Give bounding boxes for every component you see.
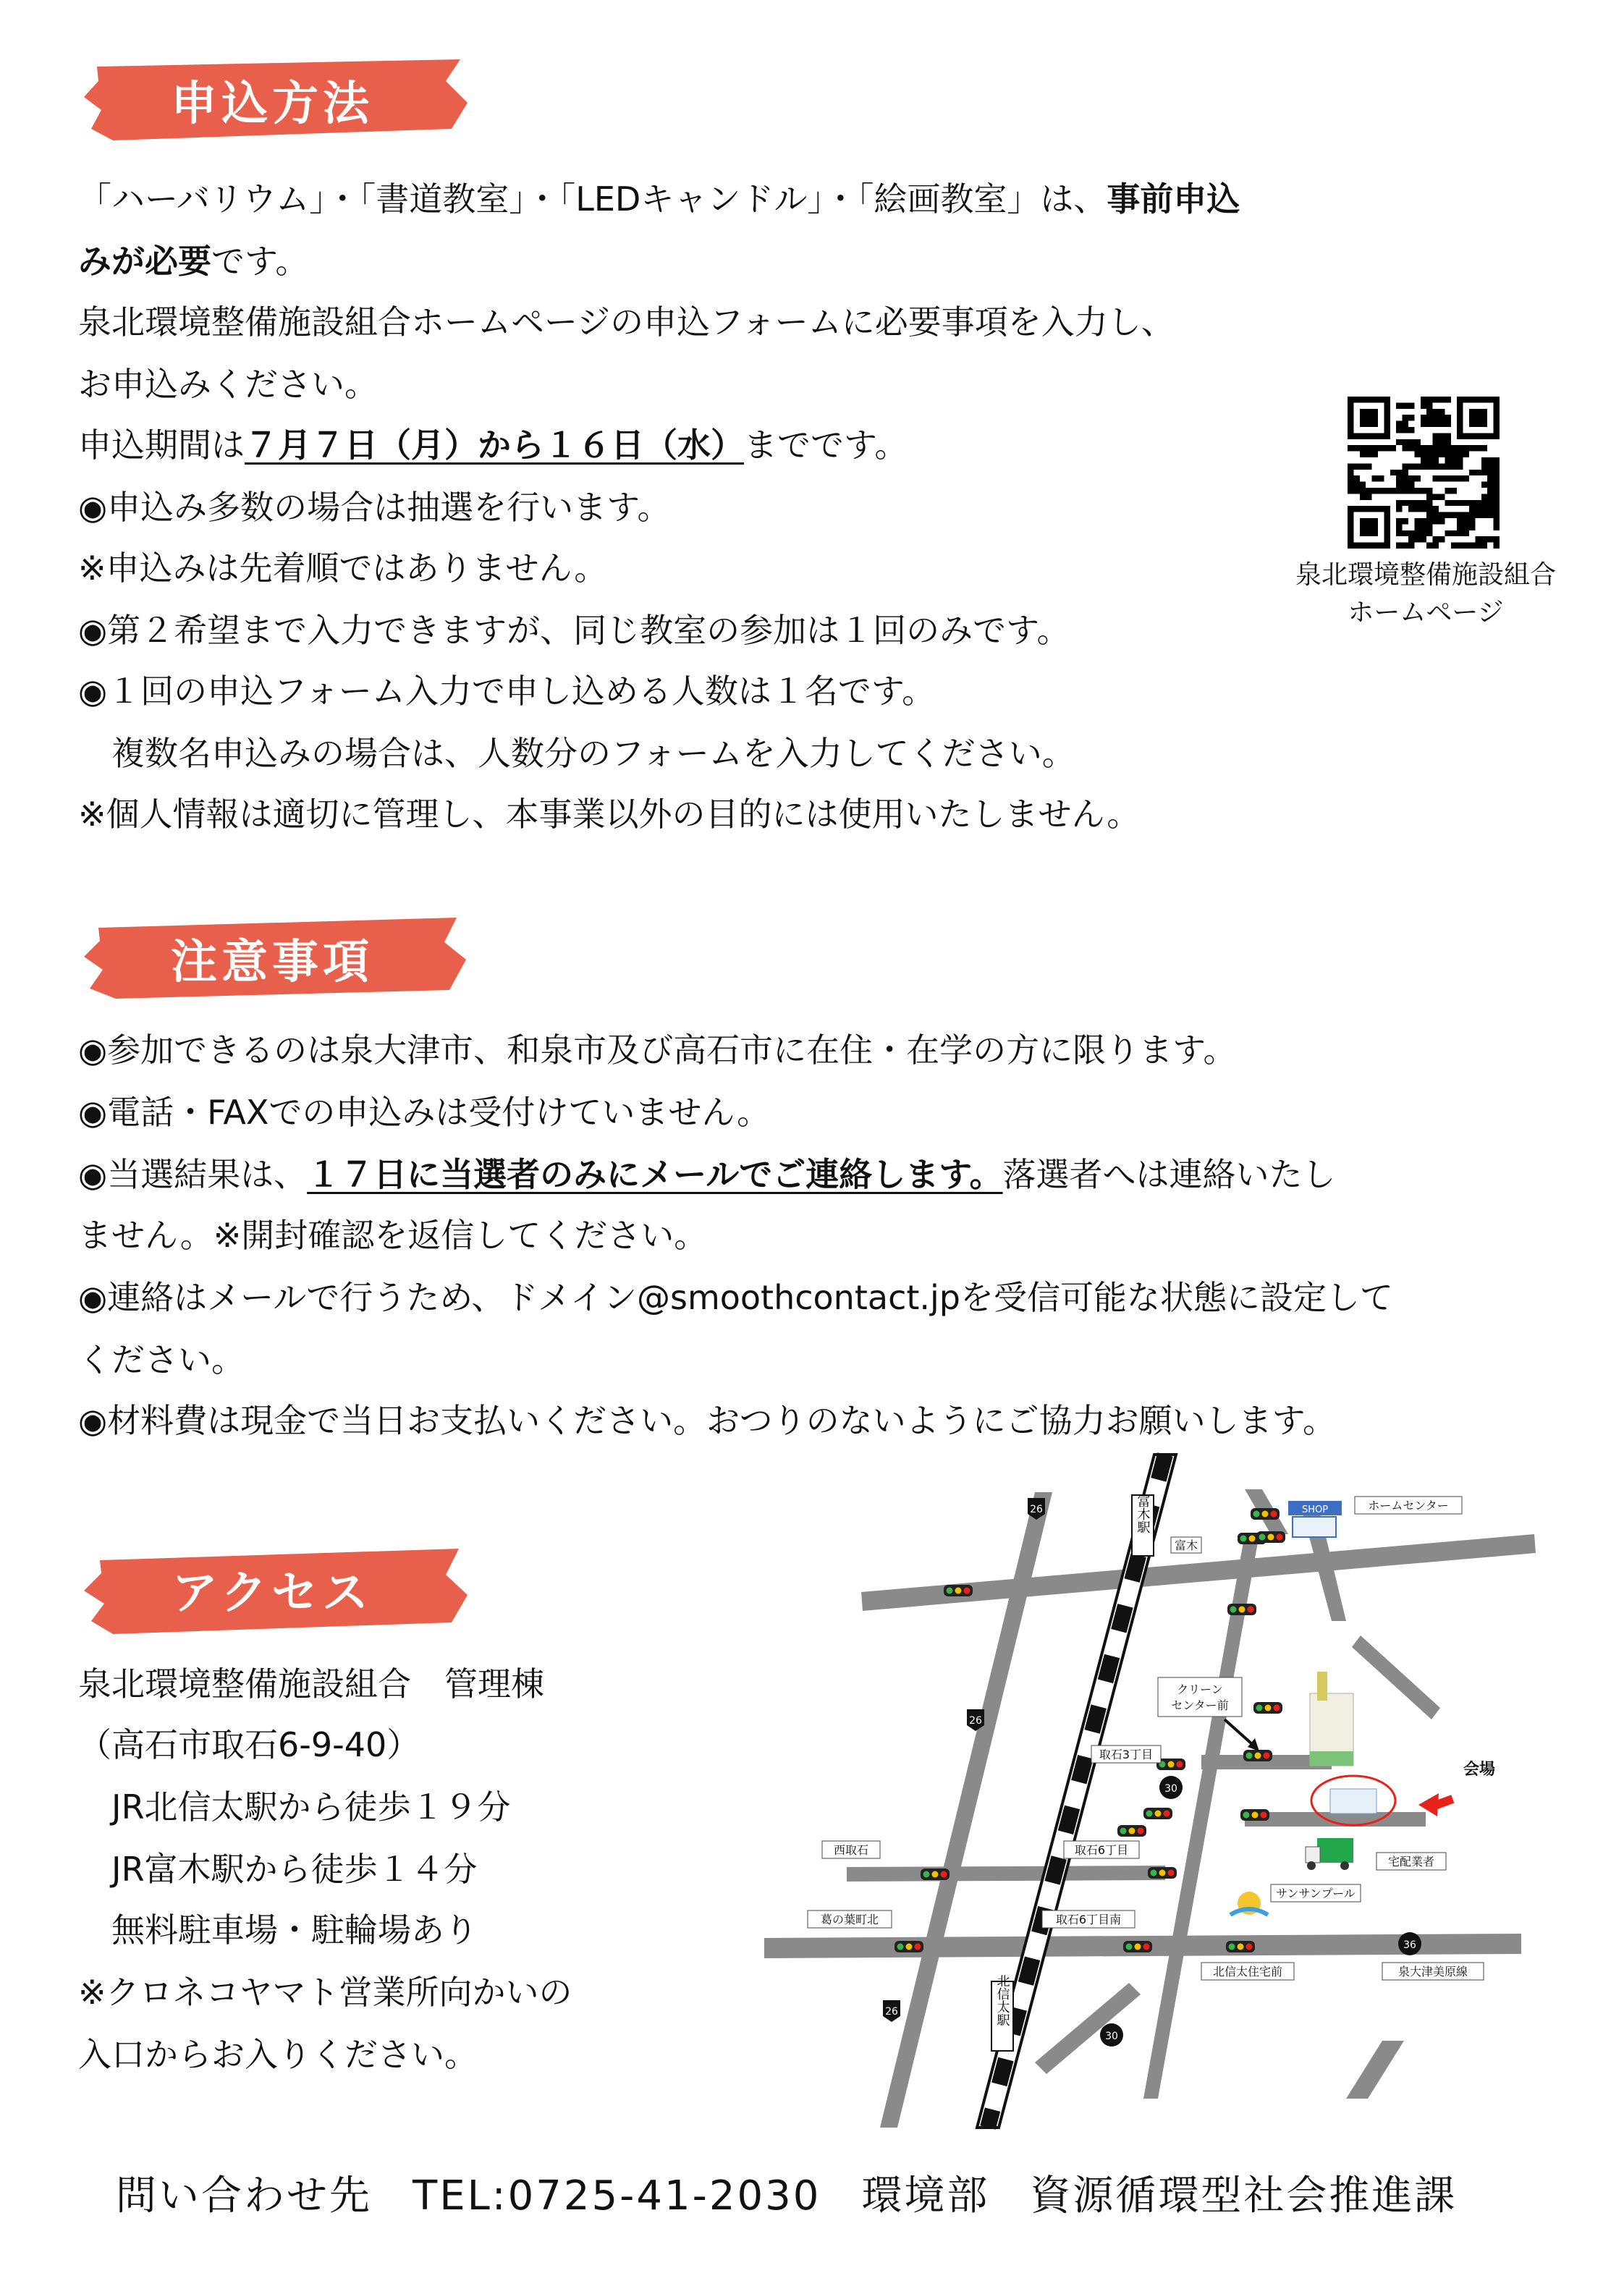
- apply-bullet: ◉１回の申込フォーム入力で申し込める人数は１名です。: [78, 672, 936, 711]
- apply-bullet: ◉第２希望まで入力できますが、同じ教室の参加は１回のみです。: [78, 611, 1070, 650]
- section-title-apply: 申込方法: [171, 77, 373, 131]
- traffic-light-icon: [1243, 1750, 1272, 1761]
- svg-text:富木駅: 富木駅: [1135, 1494, 1151, 1533]
- notes-line: ◉参加できるのは泉大津市、和泉市及び高石市に在住・在学の方に限ります。: [78, 1031, 1237, 1070]
- contact-footer: [116, 2164, 1457, 2222]
- map-label-kuzunoha: 葛の葉町北: [820, 1913, 879, 1926]
- map-label-sunsun-pool: サンサンプール: [1276, 1887, 1356, 1900]
- apply-line1: 「ハーバリウム」・「書道教室」・「LEDキャンドル」・「絵画教室」は、事前申込: [78, 179, 1240, 219]
- notes-line: ◉電話・FAXでの申込みは受付けていません。: [78, 1093, 771, 1132]
- traffic-light-icon: [1148, 1867, 1177, 1879]
- route-shield-36: [1398, 1932, 1421, 1955]
- access-line: 入口からお入りください。: [78, 2035, 478, 2074]
- apply-bullet: ※申込みは先着順ではありません。: [78, 549, 608, 588]
- qr-caption: 泉北環境整備施設組合: [1295, 560, 1556, 590]
- apply-line4: お申込みください。: [78, 365, 378, 404]
- apply-line2: みが必要です。: [78, 242, 309, 281]
- access-line: ※クロネコヤマト営業所向かいの: [78, 1973, 572, 2012]
- contact-dept: 環境部: [861, 2172, 990, 2219]
- access-line: JR北信太駅から徒歩１９分: [78, 1787, 511, 1827]
- map-label-clean-center-2: センター前: [1171, 1698, 1229, 1712]
- map-label-toriishi6-south: 取石6丁目南: [1055, 1913, 1122, 1926]
- notes-line: ◉連絡はメールで行うため、ドメイン@smoothcontact.jpを受信可能な状態に設定して: [78, 1278, 1393, 1317]
- traffic-light-icon: [1253, 1702, 1282, 1714]
- map-label-shop: SHOP: [1301, 1505, 1329, 1515]
- traffic-light-icon: [895, 1941, 923, 1952]
- traffic-light-icon: [1251, 1508, 1280, 1520]
- access-line: （高石市取石6-9-40）: [78, 1725, 420, 1764]
- map-label-home-center: ホームセンター: [1368, 1499, 1449, 1512]
- route-shield-26: [883, 2000, 900, 2022]
- svg-text:26: 26: [1030, 1504, 1043, 1515]
- svg-text:26: 26: [969, 1715, 982, 1727]
- traffic-light-icon: [1117, 1825, 1146, 1837]
- access-map[interactable]: [753, 1447, 1549, 2142]
- traffic-light-icon: [944, 1585, 973, 1596]
- traffic-light-icon: [1143, 1808, 1172, 1819]
- access-line: JR富木駅から徒歩１４分: [78, 1850, 478, 1889]
- apply-period: 申込期間は７月７日（月）から１６日（水）までです。: [78, 426, 908, 465]
- contact-tel[interactable]: TEL:0725-41-2030: [413, 2172, 821, 2219]
- traffic-light-icon: [1226, 1941, 1255, 1952]
- traffic-light-icon: [1240, 1809, 1269, 1821]
- apply-bullet: ※個人情報は適切に管理し、本事業以外の目的には使用いたしません。: [78, 795, 1141, 834]
- apply-bullet: ◉申込み多数の場合は抽選を行います。: [78, 488, 671, 527]
- map-label-clean-center: クリーン: [1177, 1683, 1223, 1696]
- qr-code-image[interactable]: [1348, 397, 1500, 549]
- route-shield-30: [1100, 2023, 1123, 2047]
- traffic-light-icon: [921, 1869, 950, 1880]
- map-label-delivery: 宅配業者: [1387, 1855, 1435, 1869]
- map-label-toriishi3: 取石3丁目: [1099, 1748, 1154, 1761]
- notes-line: ◉当選結果は、１７日に当選者のみにメールでご連絡します。落選者へは連絡いたし: [78, 1155, 1336, 1194]
- traffic-light-icon: [1227, 1604, 1256, 1615]
- qr-caption: ホームページ: [1348, 598, 1504, 627]
- section-banner-notes: [84, 918, 460, 999]
- svg-text:36: 36: [1403, 1939, 1416, 1951]
- map-label-nishitoriishi: 西取石: [833, 1843, 869, 1857]
- section-title-access: アクセス: [171, 1567, 373, 1620]
- map-label-venue: 会場: [1463, 1761, 1496, 1779]
- station-label-tomiki: [1132, 1494, 1154, 1556]
- traffic-light-icon: [1256, 1531, 1285, 1543]
- map-label-izumiotsu-line: 泉大津美原線: [1397, 1965, 1468, 1979]
- traffic-light-icon: [1123, 1941, 1152, 1952]
- section-banner-apply: [84, 59, 460, 140]
- access-line: 無料駐車場・駐輪場あり: [78, 1910, 478, 1950]
- section-title-notes: 注意事項: [171, 936, 373, 989]
- route-shield-30: [1159, 1776, 1183, 1799]
- svg-text:26: 26: [885, 2006, 898, 2018]
- svg-text:30: 30: [1105, 2031, 1118, 2042]
- station-label-kitashinoda: [991, 1974, 1013, 2051]
- svg-text:30: 30: [1164, 1783, 1177, 1795]
- notes-line: ◉材料費は現金で当日お支払いください。おつりのないようにご協力お願いします。: [78, 1401, 1336, 1440]
- access-line: 泉北環境整備施設組合 管理棟: [78, 1664, 544, 1704]
- map-label-tomiki: 富木: [1174, 1539, 1198, 1552]
- section-banner-access: [84, 1549, 460, 1630]
- svg-text:北信太駅: 北信太駅: [994, 1974, 1010, 2026]
- map-label-toriishi6: 取石6丁目: [1074, 1843, 1129, 1857]
- apply-bullet: 複数名申込みの場合は、人数分のフォームを入力してください。: [78, 734, 1075, 773]
- apply-line3: 泉北環境整備施設組合ホームページの申込フォームに必要事項を入力し、: [78, 302, 1175, 342]
- contact-label: 問い合わせ先: [116, 2172, 372, 2219]
- contact-section: 資源循環型社会推進課: [1030, 2172, 1458, 2219]
- map-label-kitashinoda-jutaku: 北信太住宅前: [1212, 1965, 1283, 1979]
- notes-line: ください。: [78, 1340, 245, 1379]
- notes-line: ません。※開封確認を返信してください。: [78, 1216, 708, 1255]
